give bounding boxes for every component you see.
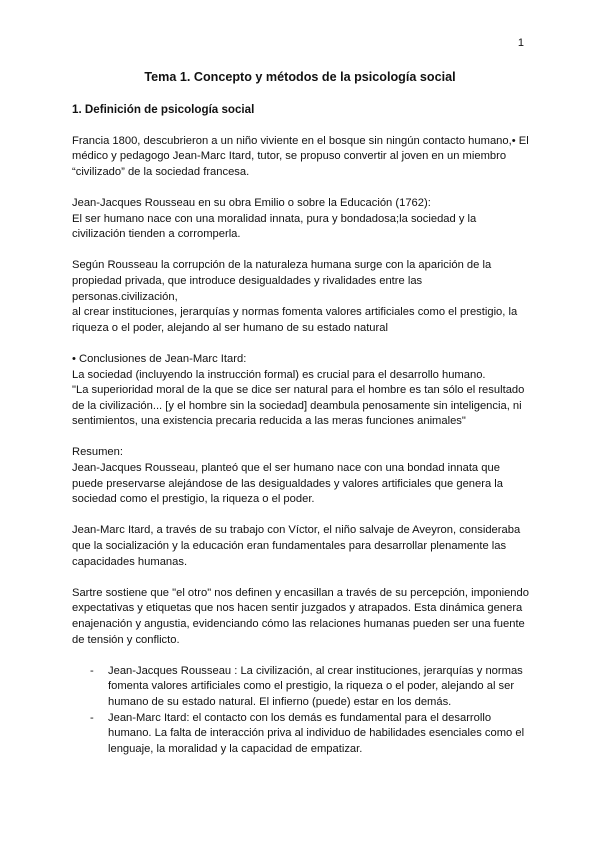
- paragraph-sartre: [72, 586, 530, 648]
- paragraph-summary: [72, 445, 530, 507]
- text-line: puede preservarse alejándose de las desigualdades y valores artificiales que genera la: [72, 477, 503, 490]
- text-line: médico y pedagogo Jean-Marc Itard, tutor, se propuso convertir al joven en un miembro: [72, 150, 507, 163]
- paragraph-intro: [72, 134, 530, 181]
- text-line: La sociedad (incluyendo la instrucción formal) es crucial para el desarrollo humano.: [72, 368, 486, 381]
- page-number: 1: [517, 37, 524, 49]
- text-line: que la socialización y la educación eran fundamentales para desarrollar plenamente las: [72, 540, 507, 553]
- paragraph-rousseau-emilio: [72, 196, 530, 243]
- section-heading: 1. Definición de psicología social: [72, 103, 255, 116]
- text-line: lenguaje, la moralidad y la capacidad de empatizar.: [108, 742, 363, 755]
- text-line: Jean-Jacques Rousseau, planteó que el ser humano nace con una bondad innata que: [72, 462, 500, 475]
- text-line: Jean-Jacques Rousseau : La civilización, al crear instituciones, jerarquías y normas: [108, 664, 523, 677]
- bullet-list: [72, 664, 530, 758]
- text-line: al crear instituciones, jerarquías y normas fomenta valores artificiales como el prestigio, la: [72, 306, 518, 319]
- text-line: humano de su estado natural. El infierno (puede) estar en los demás.: [108, 695, 452, 708]
- text-line: fomenta valores artificiales como el prestigio, la riqueza o el poder, alejando al ser: [108, 680, 515, 693]
- text-line: Jean-Jacques Rousseau en su obra Emilio o sobre la Educación (1762):: [72, 196, 431, 209]
- bullet-marker: -: [90, 711, 94, 724]
- text-line: sociedad como el prestigio, la riqueza o el poder.: [72, 493, 315, 506]
- text-line: expectativas y etiquetas que nos hacen sentir juzgados y atrapados. Esta dinámica genera: [72, 602, 523, 615]
- text-line: Resumen:: [72, 446, 123, 459]
- text-line: • Conclusiones de Jean-Marc Itard:: [72, 352, 247, 365]
- text-line: "La superioridad moral de la que se dice ser natural para el hombre es tan sólo el resultado: [72, 384, 525, 397]
- text-line: capacidades humanas.: [72, 555, 188, 568]
- text-line: propiedad privada, que introduce desigualdades y rivalidades entre las personas.civilización,: [72, 274, 423, 303]
- list-item: [72, 711, 530, 758]
- bullet-marker: -: [90, 664, 94, 677]
- text-line: sentimientos, una existencia precaria reducida a las meras funciones animales": [72, 415, 466, 428]
- text-line: enajenación y angustia, evidenciando cómo las relaciones humanas pueden ser una fuente: [72, 618, 525, 630]
- text-line: de la civilización... [y el hombre sin la sociedad] deambula penosamente sin inteligencia, ni: [72, 399, 522, 412]
- text-line: Jean-Marc Itard, a través de su trabajo con Víctor, el niño salvaje de Aveyron, consideraba: [72, 524, 521, 537]
- text-line: Jean-Marc Itard: el contacto con los demás es fundamental para el desarrollo: [108, 711, 492, 724]
- text-line: riqueza o el poder, alejando al ser humano de su estado natural: [72, 321, 388, 334]
- paragraph-rousseau-corruption: [72, 258, 530, 336]
- paragraph-itard-victor: [72, 523, 530, 570]
- paragraph-itard-conclusions: [72, 352, 530, 430]
- list-item: [72, 664, 530, 711]
- text-line: civilización tienden a corromperla.: [72, 228, 241, 241]
- text-line: Sartre sostiene que "el otro" nos definen y encasillan a través de su percepción, imponiendo: [72, 586, 529, 599]
- text-line: humano. La falta de interacción priva al individuo de habilidades esenciales como el: [108, 727, 525, 740]
- document-body: [72, 102, 530, 757]
- document-title: Tema 1. Concepto y métodos de la psicología social: [144, 70, 456, 84]
- text-line: Según Rousseau la corrupción de la naturaleza humana surge con la aparición de la: [72, 259, 492, 272]
- text-line: de tensión y conflicto.: [72, 633, 180, 646]
- text-line: El ser humano nace con una moralidad innata, pura y bondadosa;la sociedad y la: [72, 212, 477, 225]
- text-line: Francia 1800, descubrieron a un niño viviente en el bosque sin ningún contacto humano,• El: [72, 134, 529, 147]
- text-line: “civilizado” de la sociedad francesa.: [72, 165, 250, 178]
